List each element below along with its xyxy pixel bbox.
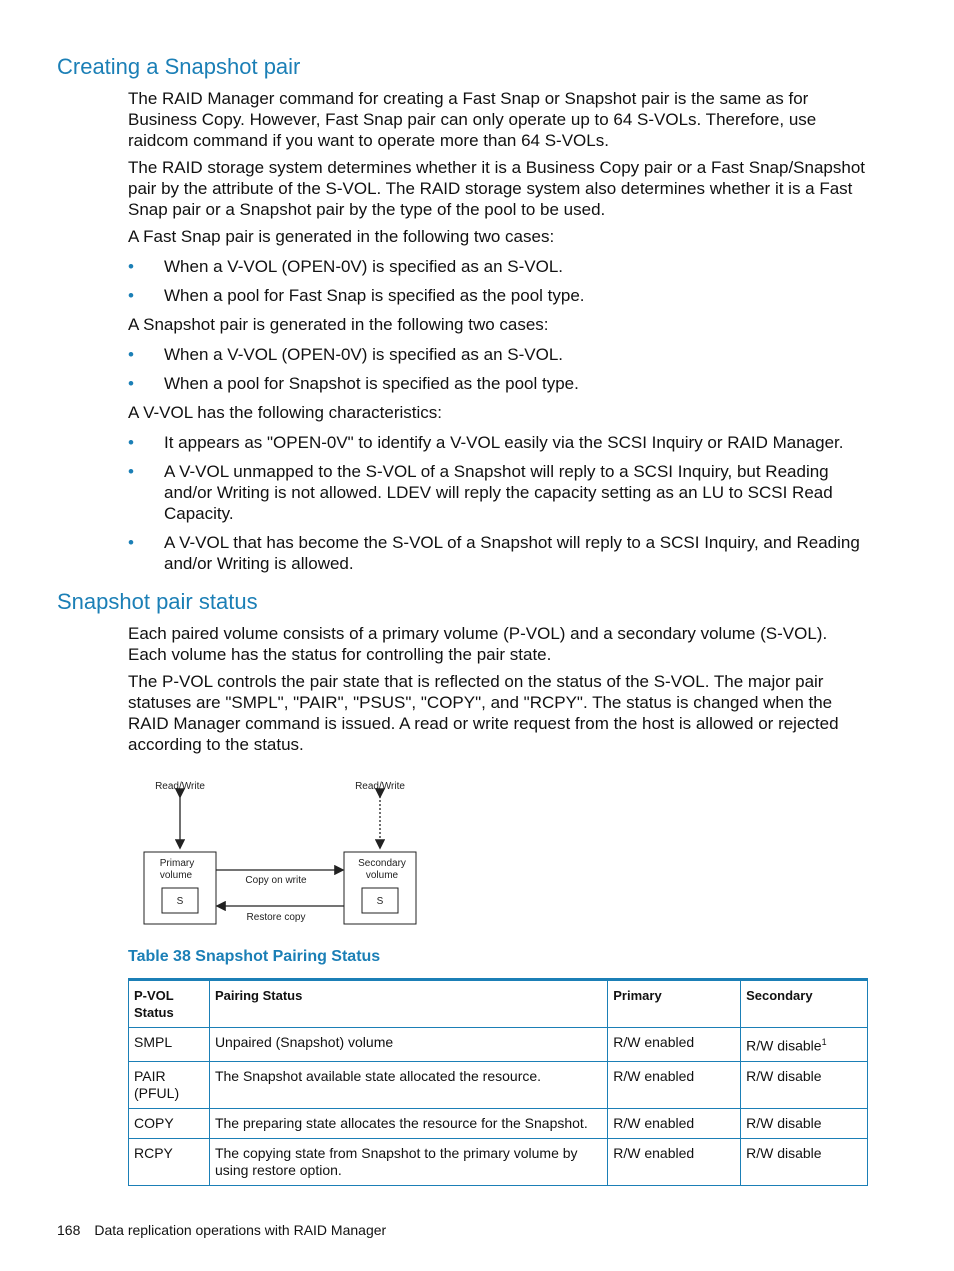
bullet-icon: • (128, 374, 134, 393)
bullet-icon: • (128, 286, 134, 305)
bullet-icon: • (128, 345, 134, 364)
table-cell: R/W disable (741, 1138, 868, 1185)
bullet-icon: • (128, 257, 134, 276)
restore-copy-label: Restore copy (246, 912, 306, 923)
table-cell: R/W disable (741, 1061, 868, 1108)
table-cell: R/W enabled (608, 1138, 741, 1185)
bullet-icon: • (128, 433, 134, 452)
table-cell: The preparing state allocates the resource for the Snapshot. (209, 1108, 607, 1138)
vvol-list (128, 432, 868, 582)
list-item: • When a pool for Fast Snap is specified as the pool type. (128, 286, 585, 305)
bullet-icon: • (128, 462, 134, 481)
secondary-inner-label: S (376, 896, 384, 907)
paragraph: The RAID Manager command for creating a Fast Snap or Snapshot pair is the same as for Business Copy. However, Fast Snap pair can only operate up to 64 S-VOLs. Therefore, use raidcom command if you want to operate more than 64 S-VOLs. (128, 89, 817, 150)
table-cell: R/W disable (741, 1108, 868, 1138)
primary-volume-label-1: Primary (159, 858, 195, 869)
table-cell: The Snapshot available state allocated the resource. (209, 1061, 607, 1108)
table-header-row (129, 980, 868, 1028)
table-cell: RCPY (129, 1138, 210, 1185)
column-header: Pairing Status (209, 980, 607, 1028)
table-cell: The copying state from Snapshot to the primary volume by using restore option. (209, 1138, 607, 1185)
table-row (129, 1061, 868, 1108)
list-item: • When a V-VOL (OPEN-0V) is specified as an S-VOL. (128, 345, 564, 364)
secondary-volume-label-2: volume (365, 870, 399, 881)
table-cell: SMPL (129, 1028, 210, 1062)
table-cell: Unpaired (Snapshot) volume (209, 1028, 607, 1062)
table-cell: R/W enabled (608, 1061, 741, 1108)
snapshot-pair-diagram (128, 772, 428, 932)
primary-inner-label: S (176, 896, 184, 907)
table-cell: COPY (129, 1108, 210, 1138)
paragraph: Each paired volume consists of a primary volume (P-VOL) and a secondary volume (S-VOL). Each volume has the status for controlling the pair state. (128, 624, 828, 664)
paragraph: A V-VOL has the following characteristics: (128, 403, 443, 422)
table-title: Table 38 Snapshot Pairing Status (128, 948, 381, 965)
table-cell: PAIR (PFUL) (129, 1061, 210, 1108)
table-row (129, 1108, 868, 1138)
right-io-label: Read/Write (355, 781, 405, 792)
page-footer (57, 1222, 386, 1238)
table-cell: R/W disable$^1$ (741, 1028, 868, 1062)
copy-on-write-label: Copy on write (245, 875, 307, 886)
paragraph: The P-VOL controls the pair state that is reflected on the status of the S-VOL. The major pair statuses are "SMPL", "PAIR", "PSUS", "COPY", and "RCPY". The status is changed when the RAID Manager command is issued. A read or write request from the host is allowed or rejected according to the status. (128, 672, 839, 754)
snapshot-list (128, 344, 868, 402)
section-heading-snapshot-pair-status: Snapshot pair status (57, 589, 258, 614)
table-cell: R/W enabled (608, 1108, 741, 1138)
section-heading-creating-snapshot-pair: Creating a Snapshot pair (57, 54, 301, 79)
list-item: • When a V-VOL (OPEN-0V) is specified as an S-VOL. (128, 257, 564, 276)
table-cell: R/W enabled (608, 1028, 741, 1062)
list-item: • A V-VOL that has become the S-VOL of a Snapshot will reply to a SCSI Inquiry, and Reading and/or Writing is allowed. (128, 533, 860, 573)
column-header: P-VOL Status (129, 980, 210, 1028)
primary-volume-label-2: volume (159, 870, 193, 881)
list-item: • When a pool for Snapshot is specified as the pool type. (128, 374, 579, 393)
list-item: • A V-VOL unmapped to the S-VOL of a Snapshot will reply to a SCSI Inquiry, but Reading and/or Writing is not allowed. LDEV will reply the capacity setting as an LU to SCSI Read Capacity. (128, 462, 833, 523)
footnote-marker: 1 (821, 1037, 827, 1047)
left-io-label: Read/Write (155, 781, 205, 792)
page-number: 168 (57, 1222, 81, 1238)
paragraph: The RAID storage system determines whether it is a Business Copy pair or a Fast Snap/Snapshot pair by the attribute of the S-VOL. The RAID storage system also determines whether it is a Fast Snap pair or a Snapshot pair by the type of the pool to be used. (128, 158, 866, 219)
table-row (129, 1138, 868, 1185)
paragraph: A Snapshot pair is generated in the following two cases: (128, 315, 549, 334)
snapshot-pairing-status-table (128, 978, 868, 1186)
secondary-volume-label-1: Secondary (358, 858, 406, 869)
table-row (129, 1028, 868, 1062)
fastsnap-list (128, 256, 868, 314)
column-header: Secondary (741, 980, 868, 1028)
list-item: • It appears as "OPEN-0V" to identify a V-VOL easily via the SCSI Inquiry or RAID Manager. (128, 433, 844, 452)
bullet-icon: • (128, 533, 134, 552)
footer-text: Data replication operations with RAID Manager (94, 1222, 387, 1238)
paragraph: A Fast Snap pair is generated in the following two cases: (128, 227, 555, 246)
column-header: Primary (608, 980, 741, 1028)
